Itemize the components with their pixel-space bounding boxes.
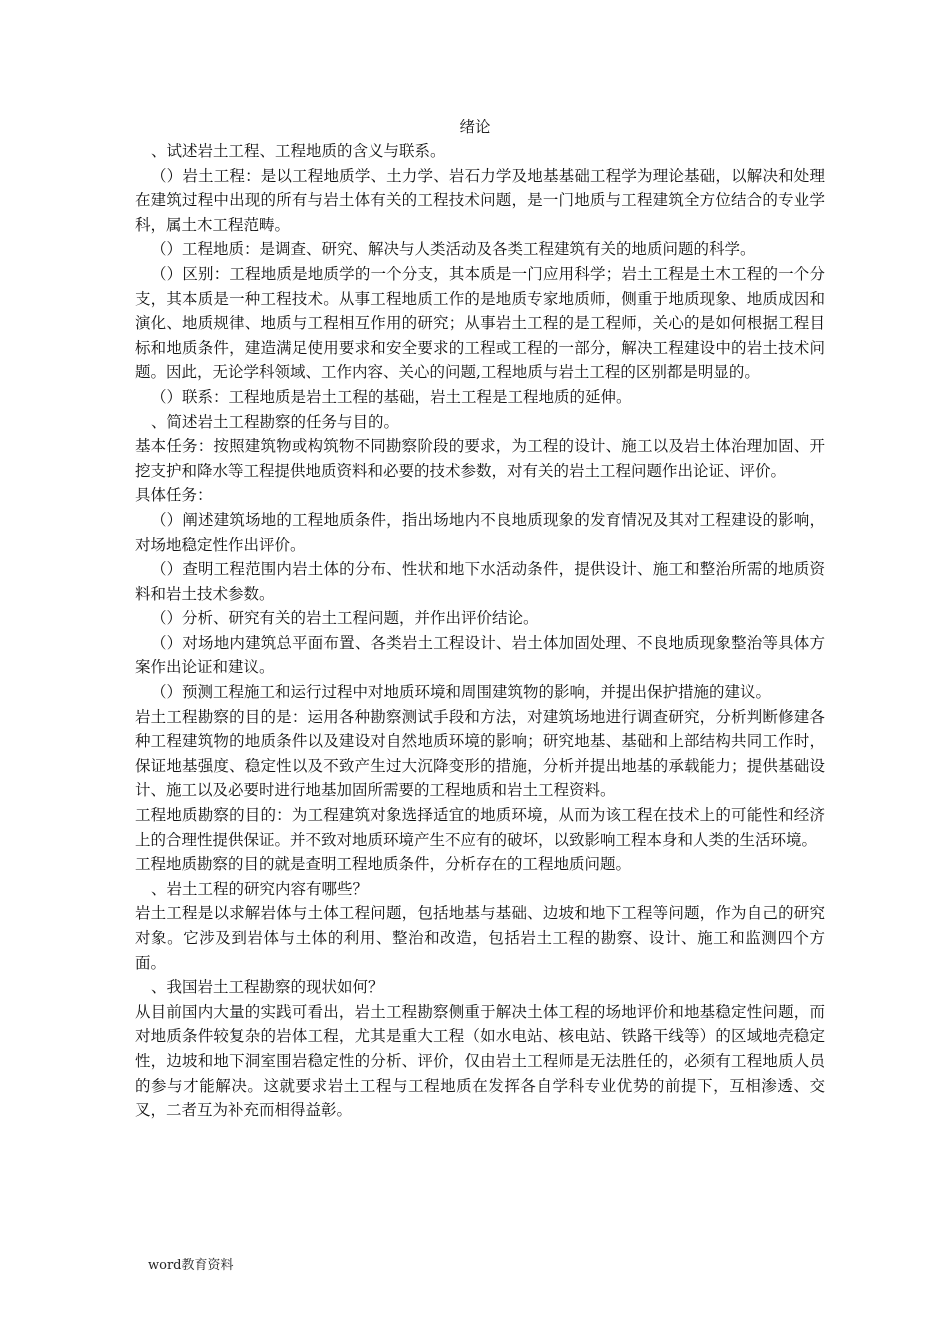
paragraph: （）分析、研究有关的岩土工程问题，并作出评价结论。: [151, 609, 539, 628]
paragraph: 从目前国内大量的实践可看出，岩土工程勘察侧重于解决土体工程的场地评价和地基稳定性问题，而对地质条件较复杂的岩体工程，尤其是重大工程（如水电站、核电站、铁路干线等）的区域地壳稳定性，边坡和地下洞室围岩稳定性的分析、评价，仅由岩土工程师是无法胜任的，必须有工程地质人员的参与才能解决。这就要求岩土工程与工程地质在发挥各自学科专业优势的前提下，互相渗透、交叉，二者互为补充而相得益彰。: [135, 1002, 825, 1120]
paragraph: （）阐述建筑场地的工程地质条件，指出场地内不良地质现象的发育情况及其对工程建设的影响，对场地稳定性作出评价。: [135, 510, 825, 554]
paragraph: （）区别：工程地质是地质学的一个分支，其本质是一门应用科学；岩土工程是土木工程的一个分支，其本质是一种工程技术。从事工程地质工作的是地质专家地质师，侧重于地质现象、地质成因和演化、地质规律、地质与工程相互作用的研究；从事岩土工程的是工程师，关心的是如何根据工程目标和地质条件，建造满足使用要求和安全要求的工程或工程的一部分，解决工程建设中的岩土技术问题。因此，无论学科领域、工作内容、关心的问题,工程地质与岩土工程的区别都是明显的。: [135, 264, 825, 382]
paragraph: 基本任务：按照建筑物或构筑物不同勘察阶段的要求，为工程的设计、施工以及岩土体治理加固、开挖支护和降水等工程提供地质资料和必要的技术参数，对有关的岩土工程问题作出论证、评价。: [135, 437, 825, 480]
paragraph: 、简述岩土工程勘察的任务与目的。: [151, 412, 400, 431]
paragraph: （）岩土工程：是以工程地质学、土力学、岩石力学及地基基础工程学为理论基础，以解决和处理在建筑过程中出现的所有与岩土体有关的工程技术问题，是一门地质与工程建筑全方位结合的专业学科，属土木工程范畴。: [135, 166, 825, 234]
paragraph: 、试述岩土工程、工程地质的含义与联系。: [151, 142, 446, 160]
paragraph: 具体任务：: [135, 486, 213, 505]
paragraph: 、我国岩土工程勘察的现状如何？: [151, 978, 384, 997]
paragraph: （）联系：工程地质是岩土工程的基础，岩土工程是工程地质的延伸。: [151, 387, 632, 406]
document-body: [135, 139, 825, 1123]
paragraph: 岩土工程是以求解岩体与土体工程问题，包括地基与基础、边坡和地下工程等问题，作为自己的研究对象。它涉及到岩体与土体的利用、整治和改造，包括岩土工程的勘察、设计、施工和监测四个方面。: [135, 904, 825, 972]
paragraph: （）查明工程范围内岩土体的分布、性状和地下水活动条件，提供设计、施工和整治所需的地质资料和岩土技术参数。: [135, 560, 825, 603]
paragraph: 工程地质勘察的目的就是查明工程地质条件，分析存在的工程地质问题。: [135, 855, 632, 874]
paragraph: （）对场地内建筑总平面布置、各类岩土工程设计、岩土体加固处理、不良地质现象整治等具体方案作出论证和建议。: [135, 633, 825, 677]
footer-note: word教育资料: [148, 1258, 234, 1273]
paragraph: 、岩土工程的研究内容有哪些？: [151, 879, 369, 898]
paragraph: （）工程地质：是调查、研究、解决与人类活动及各类工程建筑有关的地质问题的科学。: [151, 240, 756, 259]
paragraph: （）预测工程施工和运行过程中对地质环境和周围建筑物的影响，并提出保护措施的建议。: [151, 683, 772, 702]
paragraph: 工程地质勘察的目的：为工程建筑对象选择适宜的地质环境，从而为该工程在技术上的可能性和经济上的合理性提供保证。并不致对地质环境产生不应有的破坏，以致影响工程本身和人类的生活环境。: [135, 806, 825, 849]
page-title: 绪论: [459, 118, 491, 136]
paragraph: 岩土工程勘察的目的是：运用各种勘察测试手段和方法，对建筑场地进行调查研究，分析判断修建各种工程建筑物的地质条件以及建设对自然地质环境的影响；研究地基、基础和上部结构共同工作时，保证地基强度、稳定性以及不致产生过大沉降变形的措施，分析并提出地基的承载能力；提供基础设计、施工以及必要时进行地基加固所需要的工程地质和岩土工程资料。: [135, 707, 825, 800]
